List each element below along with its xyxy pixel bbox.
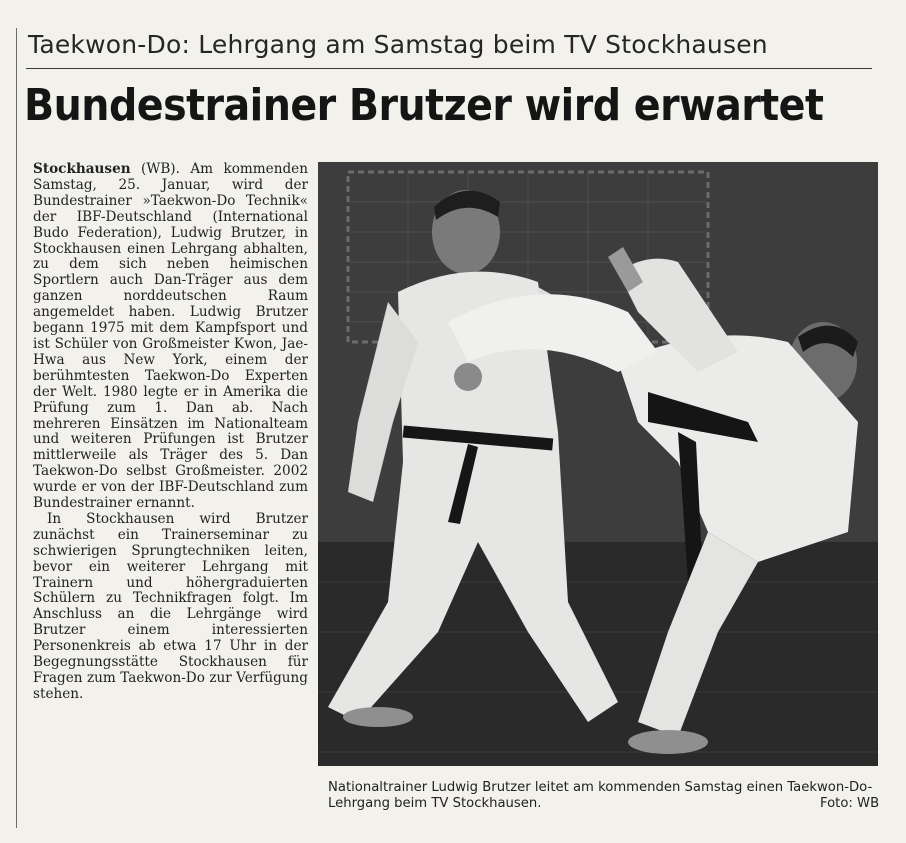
headline: Bundestrainer Brutzer wird erwartet [24,80,824,131]
article-body [33,162,308,703]
photo-taekwondo-kick [318,162,878,766]
article-paragraph-1 [33,162,308,512]
photo-credit: Foto: WB [820,796,880,811]
paragraph-1-text: (WB). Am kommenden Samstag, 25. Januar, wird der Bundestrainer »Taekwon-Do Technik« der IBF-Deutschland (International Budo Federation), Ludwig Brutzer, in Stockhausen einen Lehrgang abhalten, zu dem sich neben heimischen Sportlern auch Dan-Träger aus dem ganzen norddeutschen Raum angemeldet haben. Ludwig Brutzer begann 1975 mit dem Kampfsport und ist Schüler von Großmeister Kwon, Jae-Hwa aus New York, einem der berühmtesten Taekwon-Do Experten der Welt. 1980 legte er in Amerika die Prüfung zum 1. Dan ab. Nach mehreren Einsätzen im Nationalteam und weiteren Prüfungen ist Brutzer mittlerweile als Träger des 5. Dan Taekwon-Do selbst Großmeister. 2002 wurde er von der IBF-Deutschland zum Bundestrainer ernannt. [33,161,308,512]
column-rule [16,28,17,828]
photo-caption: Nationaltrainer Ludwig Brutzer leitet am kommenden Samstag einen Taekwon-Do-Lehrgang beim TV Stockhausen. [328,780,873,811]
article-paragraph-2: In Stockhausen wird Brutzer zunächst ein Trainerseminar zu schwierigen Sprungtechniken leiten, bevor ein weiterer Lehrgang mit Trainern und höhergraduierten Schülern zu Technikfragen folgt. Im Anschluss an die Lehrgänge wird Brutzer einem interessierten Personenkreis ab etwa 17 Uhr in der Begegnungsstätte Stockhausen für Fragen zum Taekwon-Do zur Verfügung stehen. [33,510,308,702]
dateline: Stockhausen [33,161,131,177]
kicker-line: Taekwon-Do: Lehrgang am Samstag beim TV Stockhausen [28,30,768,59]
kicker-divider [26,68,872,69]
